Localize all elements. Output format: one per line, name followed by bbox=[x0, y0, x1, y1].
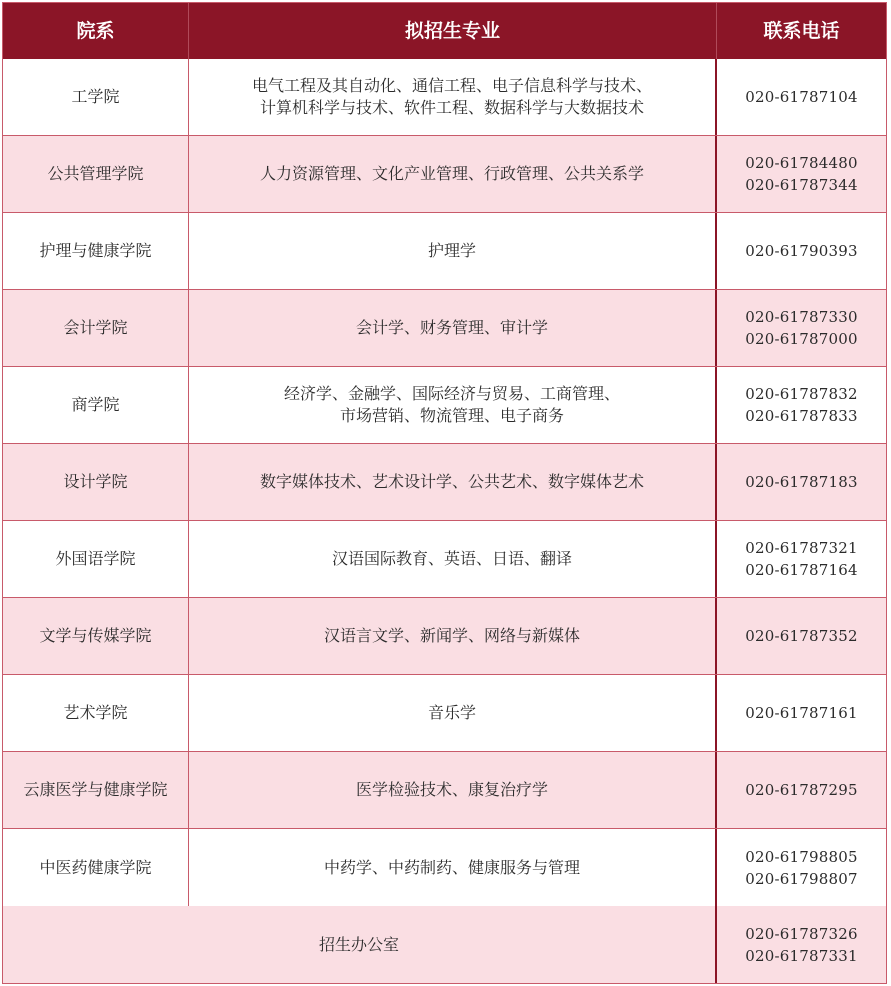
phone-cell bbox=[717, 290, 886, 366]
phone-number: 020-61787104 bbox=[745, 88, 858, 106]
dept-cell: 外国语学院 bbox=[3, 521, 189, 597]
dept-cell: 中医药健康学院 bbox=[3, 829, 189, 906]
majors-cell bbox=[189, 752, 717, 828]
table-row bbox=[3, 290, 886, 367]
table-row bbox=[3, 136, 886, 213]
dept-cell: 护理与健康学院 bbox=[3, 213, 189, 289]
dept-cell: 云康医学与健康学院 bbox=[3, 752, 189, 828]
phone-cell bbox=[717, 752, 886, 828]
phone-cell bbox=[717, 829, 886, 906]
phone-number: 020-61787833 bbox=[745, 407, 858, 425]
majors-cell bbox=[189, 829, 717, 906]
majors-cell bbox=[189, 675, 717, 751]
phone-number: 020-61784480 bbox=[745, 154, 858, 172]
table-row bbox=[3, 521, 886, 598]
phone-number: 020-61798805 bbox=[745, 847, 858, 866]
header-phone: 联系电话 bbox=[763, 20, 840, 42]
majors-cell bbox=[189, 367, 717, 443]
majors-line: 人力资源管理、文化产业管理、行政管理、公共关系学 bbox=[259, 164, 644, 183]
phone-number: 020-61787331 bbox=[745, 946, 858, 965]
phone-number: 020-61787161 bbox=[745, 704, 858, 722]
table-row bbox=[3, 675, 886, 752]
table-row bbox=[3, 367, 886, 444]
table-row bbox=[3, 829, 886, 906]
dept-cell: 工学院 bbox=[3, 59, 189, 135]
dept-cell: 文学与传媒学院 bbox=[3, 598, 189, 674]
phone-cell bbox=[717, 59, 886, 135]
phone-number: 020-61787832 bbox=[745, 385, 858, 403]
phone-cell bbox=[717, 521, 886, 597]
phone-cell bbox=[717, 213, 886, 289]
table-body bbox=[3, 59, 886, 906]
majors-cell bbox=[189, 521, 717, 597]
dept-cell: 设计学院 bbox=[3, 444, 189, 520]
phone-number: 020-61787330 bbox=[745, 308, 858, 326]
dept-cell: 商学院 bbox=[3, 367, 189, 443]
majors-cell bbox=[189, 213, 717, 289]
dept-cell: 公共管理学院 bbox=[3, 136, 189, 212]
dept-cell: 艺术学院 bbox=[3, 675, 189, 751]
table-row bbox=[3, 59, 886, 136]
majors-line: 音乐学 bbox=[427, 703, 476, 722]
phone-cell bbox=[717, 367, 886, 443]
table-row bbox=[3, 444, 886, 521]
majors-line: 会计学、财务管理、审计学 bbox=[355, 318, 548, 337]
table-row bbox=[3, 598, 886, 675]
phone-number: 020-61787183 bbox=[745, 473, 858, 491]
phone-number: 020-61787344 bbox=[745, 176, 858, 194]
phone-cell bbox=[717, 675, 886, 751]
majors-line: 数字媒体技术、艺术设计学、公共艺术、数字媒体艺术 bbox=[259, 472, 644, 491]
phone-number: 020-61787352 bbox=[745, 627, 858, 645]
table-row bbox=[3, 752, 886, 829]
dept-cell: 会计学院 bbox=[3, 290, 189, 366]
majors-line: 计算机科学与技术、软件工程、数据科学与大数据技术 bbox=[259, 98, 644, 117]
majors-line: 中药学、中药制药、健康服务与管理 bbox=[323, 857, 580, 877]
majors-line: 电气工程及其自动化、通信工程、电子信息科学与技术、 bbox=[251, 76, 652, 95]
majors-cell bbox=[189, 59, 717, 135]
phone-number: 020-61787000 bbox=[745, 330, 858, 348]
phone-number: 020-61787164 bbox=[745, 561, 858, 579]
majors-cell bbox=[189, 598, 717, 674]
majors-line: 医学检验技术、康复治疗学 bbox=[355, 780, 548, 799]
table-row bbox=[3, 213, 886, 290]
majors-cell bbox=[189, 136, 717, 212]
office-row bbox=[3, 906, 886, 983]
majors-cell bbox=[189, 290, 717, 366]
table-header bbox=[3, 3, 886, 59]
phone-cell bbox=[717, 136, 886, 212]
office-phones bbox=[717, 906, 886, 983]
majors-cell bbox=[189, 444, 717, 520]
office-label: 招生办公室 bbox=[3, 906, 717, 983]
phone-cell bbox=[717, 444, 886, 520]
majors-line: 经济学、金融学、国际经济与贸易、工商管理、 bbox=[283, 384, 620, 403]
phone-number: 020-61790393 bbox=[745, 242, 858, 260]
phone-number: 020-61787295 bbox=[745, 781, 858, 799]
phone-number: 020-61798807 bbox=[745, 869, 858, 888]
phone-cell bbox=[717, 598, 886, 674]
phone-number: 020-61787326 bbox=[745, 924, 858, 943]
admissions-table bbox=[2, 2, 887, 984]
majors-line: 护理学 bbox=[427, 241, 476, 260]
majors-line: 汉语国际教育、英语、日语、翻译 bbox=[331, 549, 572, 568]
header-dept: 院系 bbox=[3, 3, 189, 59]
phone-number: 020-61787321 bbox=[745, 539, 858, 557]
majors-line: 汉语言文学、新闻学、网络与新媒体 bbox=[323, 626, 580, 645]
majors-line: 市场营销、物流管理、电子商务 bbox=[339, 406, 564, 425]
header-majors: 拟招生专业 bbox=[189, 3, 717, 59]
